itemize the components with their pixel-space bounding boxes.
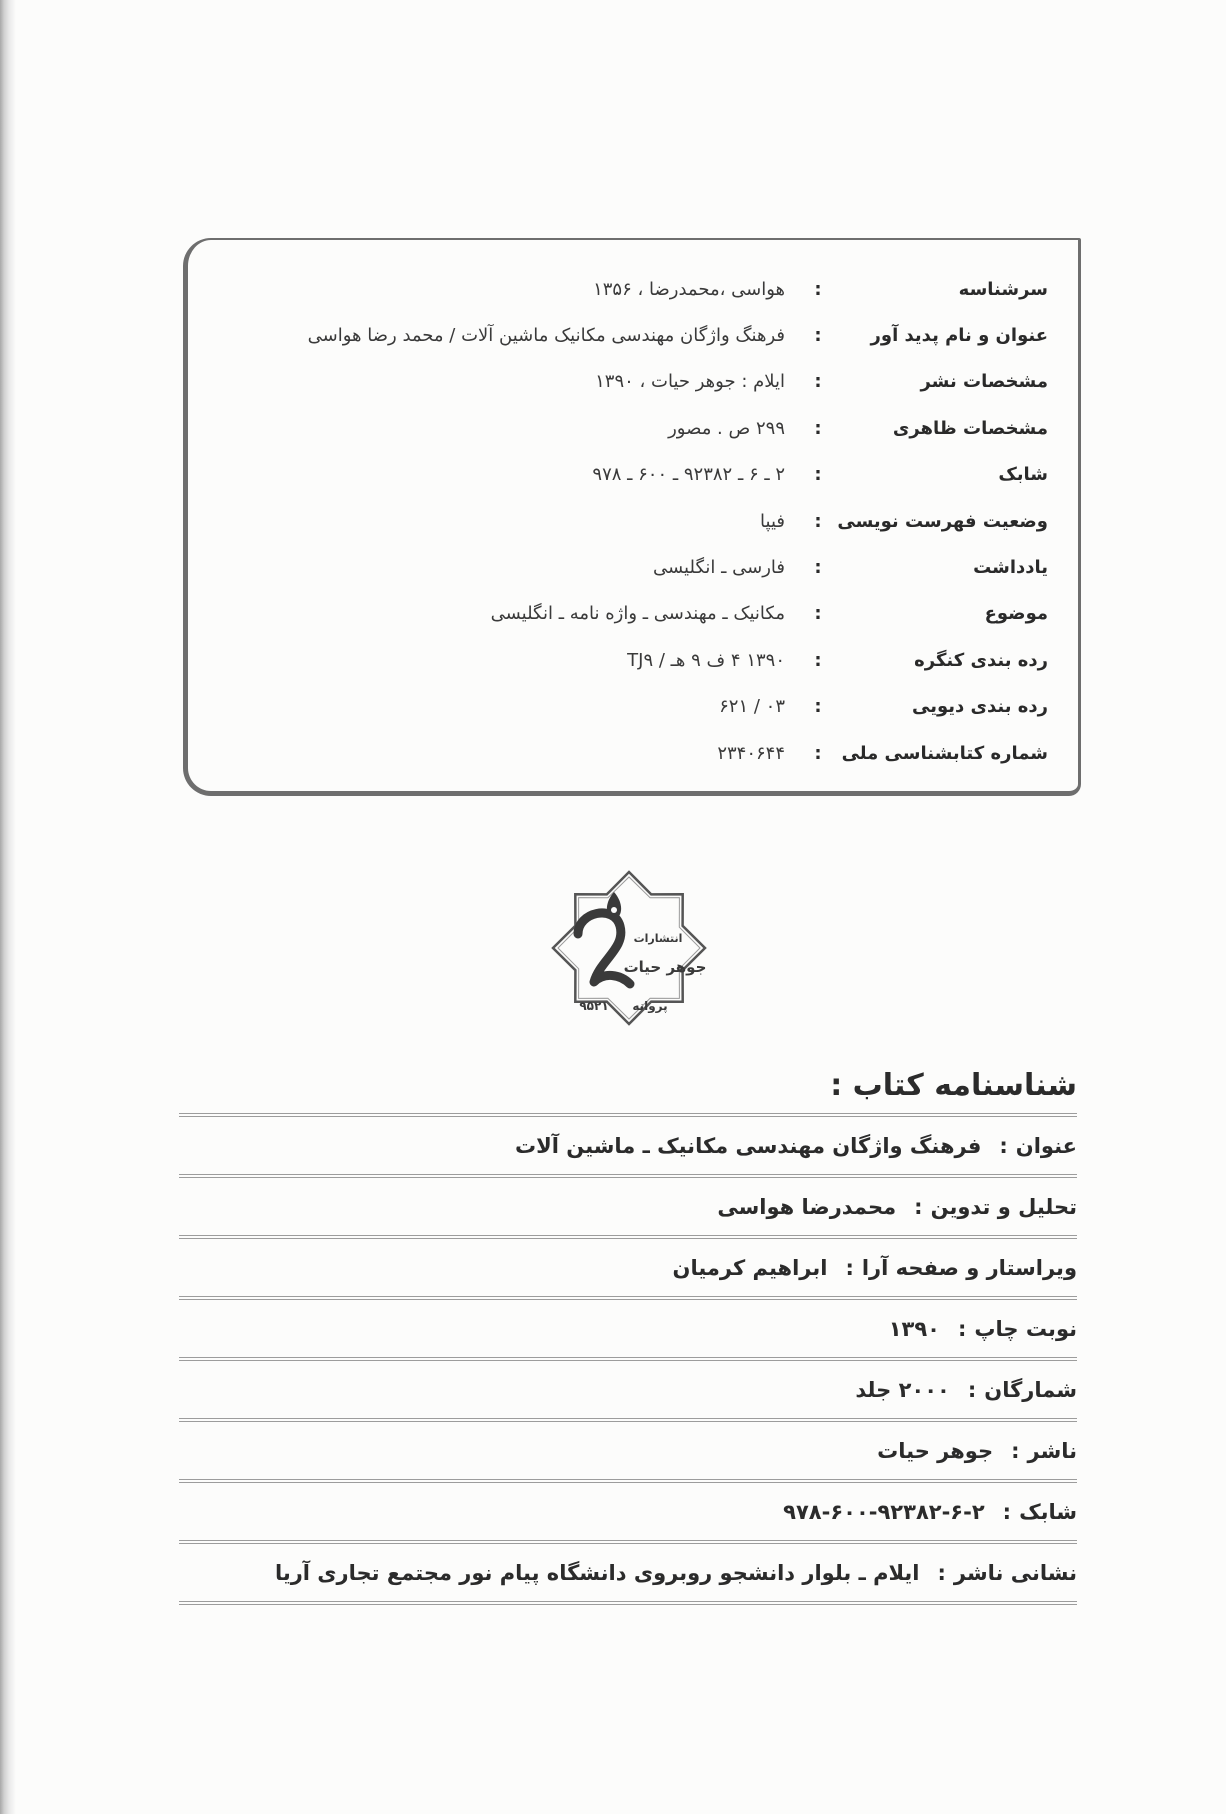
bookid-separator: :	[914, 1194, 923, 1219]
bookid-label: عنوان	[1015, 1133, 1077, 1158]
cip-row	[188, 312, 1078, 358]
cip-separator: :	[814, 557, 822, 579]
cip-label: رده بندی دیویی	[911, 696, 1048, 718]
cip-value: ۲۳۴۰۶۴۴	[717, 742, 785, 764]
bookid-separator: :	[1002, 1499, 1012, 1524]
logo-top-text: انتشارات	[633, 932, 683, 945]
bookid-value: فرهنگ واژگان مهندسی مکانیک ـ ماشین آلات	[515, 1133, 982, 1158]
cip-value: مکانیک ـ مهندسی ـ واژه نامه ـ انگلیسی	[490, 603, 785, 625]
cip-label: وضعیت فهرست نویسی	[837, 510, 1048, 532]
bookid-label: شمارگان	[984, 1377, 1077, 1402]
book-identity-row	[179, 1422, 1077, 1483]
book-identity-row	[179, 1544, 1077, 1605]
cip-row	[188, 498, 1078, 544]
cip-separator: :	[814, 371, 822, 393]
cip-row	[188, 637, 1078, 683]
cip-label: یادداشت	[973, 557, 1048, 579]
bookid-label: ناشر	[1027, 1438, 1077, 1463]
cip-label: شابک	[998, 464, 1048, 486]
cip-separator: :	[814, 649, 822, 671]
cip-row	[188, 405, 1078, 451]
page-edge-shadow	[0, 0, 16, 1814]
cip-value: ۰۳ / ۶۲۱	[719, 696, 785, 718]
book-identity-section	[179, 1057, 1077, 1605]
cip-value: فرهنگ واژگان مهندسی مکانیک ماشین آلات / محمد رضا هواسی	[307, 325, 785, 347]
cip-separator: :	[814, 325, 822, 347]
cip-separator: :	[814, 464, 822, 486]
publisher-logo	[544, 868, 714, 1028]
bookid-label: نوبت چاپ	[974, 1316, 1077, 1341]
cip-row	[188, 730, 1078, 776]
bookid-label: ویراستار و صفحه آرا	[861, 1255, 1077, 1280]
cip-row	[188, 452, 1078, 498]
cip-label: سرشناسه	[958, 278, 1048, 300]
cip-separator: :	[814, 742, 822, 764]
cip-value: ایلام : جوهر حیات ، ۱۳۹۰	[595, 371, 785, 393]
logo-license-number: ۹۵۲۱	[579, 999, 609, 1013]
bookid-label: نشانی ناشر	[953, 1560, 1077, 1585]
bookid-separator: :	[845, 1255, 854, 1280]
cip-label: عنوان و نام پدید آور	[870, 325, 1048, 347]
cip-row	[188, 359, 1078, 405]
logo-publisher-name: جوهر حیات	[623, 958, 707, 976]
bookid-value: ابراهیم کرمیان	[672, 1255, 828, 1280]
cip-separator: :	[814, 510, 822, 532]
bookid-separator: :	[999, 1133, 1008, 1158]
cip-value: فارسی ـ انگلیسی	[653, 557, 785, 579]
bookid-label: تحلیل و تدوین	[930, 1194, 1077, 1219]
cip-row	[188, 684, 1078, 730]
bookid-separator: :	[957, 1316, 967, 1341]
cip-label: شماره کتابشناسی ملی	[841, 742, 1048, 764]
bookid-separator: :	[967, 1377, 977, 1402]
bookid-value-isbn: ۹۷۸-۶۰۰-۹۲۳۸۲-۶-۲	[783, 1499, 985, 1524]
cip-value: هواسی ،محمدرضا ، ۱۳۵۶	[593, 278, 785, 300]
bookid-value: محمدرضا هواسی	[717, 1194, 897, 1219]
book-identity-row	[179, 1361, 1077, 1422]
bookid-label: شابک	[1019, 1499, 1077, 1524]
cip-label: رده بندی کنگره	[914, 649, 1048, 671]
bookid-separator: :	[1011, 1438, 1020, 1463]
cip-row	[188, 591, 1078, 637]
cip-value: فیپا	[760, 510, 785, 532]
cip-row	[188, 544, 1078, 590]
bookid-value: ۱۳۹۰	[888, 1316, 940, 1341]
book-identity-heading: شناسنامه کتاب :	[179, 1057, 1077, 1117]
book-identity-row	[179, 1117, 1077, 1178]
logo-emblem-figure	[578, 913, 630, 984]
cip-separator: :	[814, 278, 822, 300]
cip-label: مشخصات ظاهری	[892, 417, 1048, 439]
logo-flame-dot	[611, 907, 617, 913]
cip-box	[183, 238, 1081, 796]
cip-value: ۱۳۹۰ ۴ ف ۹ هـ / TJ۹	[627, 649, 785, 671]
logo-star-frame	[553, 872, 705, 1024]
book-identity-row	[179, 1300, 1077, 1361]
cip-separator: :	[814, 603, 822, 625]
bookid-value: جوهر حیات	[877, 1438, 994, 1463]
bookid-separator: :	[937, 1560, 946, 1585]
book-identity-row	[179, 1483, 1077, 1544]
book-identity-row	[179, 1178, 1077, 1239]
bookid-value: ایلام ـ بلوار دانشجو روبروی دانشگاه پیام نور مجتمع تجاری آریا	[274, 1560, 920, 1585]
logo-star-inner-frame	[558, 877, 700, 1019]
bookid-value: ۲۰۰۰ جلد	[855, 1377, 950, 1402]
book-identity-row	[179, 1239, 1077, 1300]
cip-row	[188, 266, 1078, 312]
logo-license-label: پروانه	[632, 999, 668, 1013]
cip-value: ۲ ـ ۶ ـ ۹۲۳۸۲ ـ ۶۰۰ ـ ۹۷۸	[592, 464, 785, 486]
cip-label: موضوع	[984, 603, 1048, 625]
cip-separator: :	[814, 696, 822, 718]
cip-separator: :	[814, 417, 822, 439]
cip-value: ۲۹۹ ص . مصور	[668, 417, 785, 439]
cip-label: مشخصات نشر	[920, 371, 1048, 393]
